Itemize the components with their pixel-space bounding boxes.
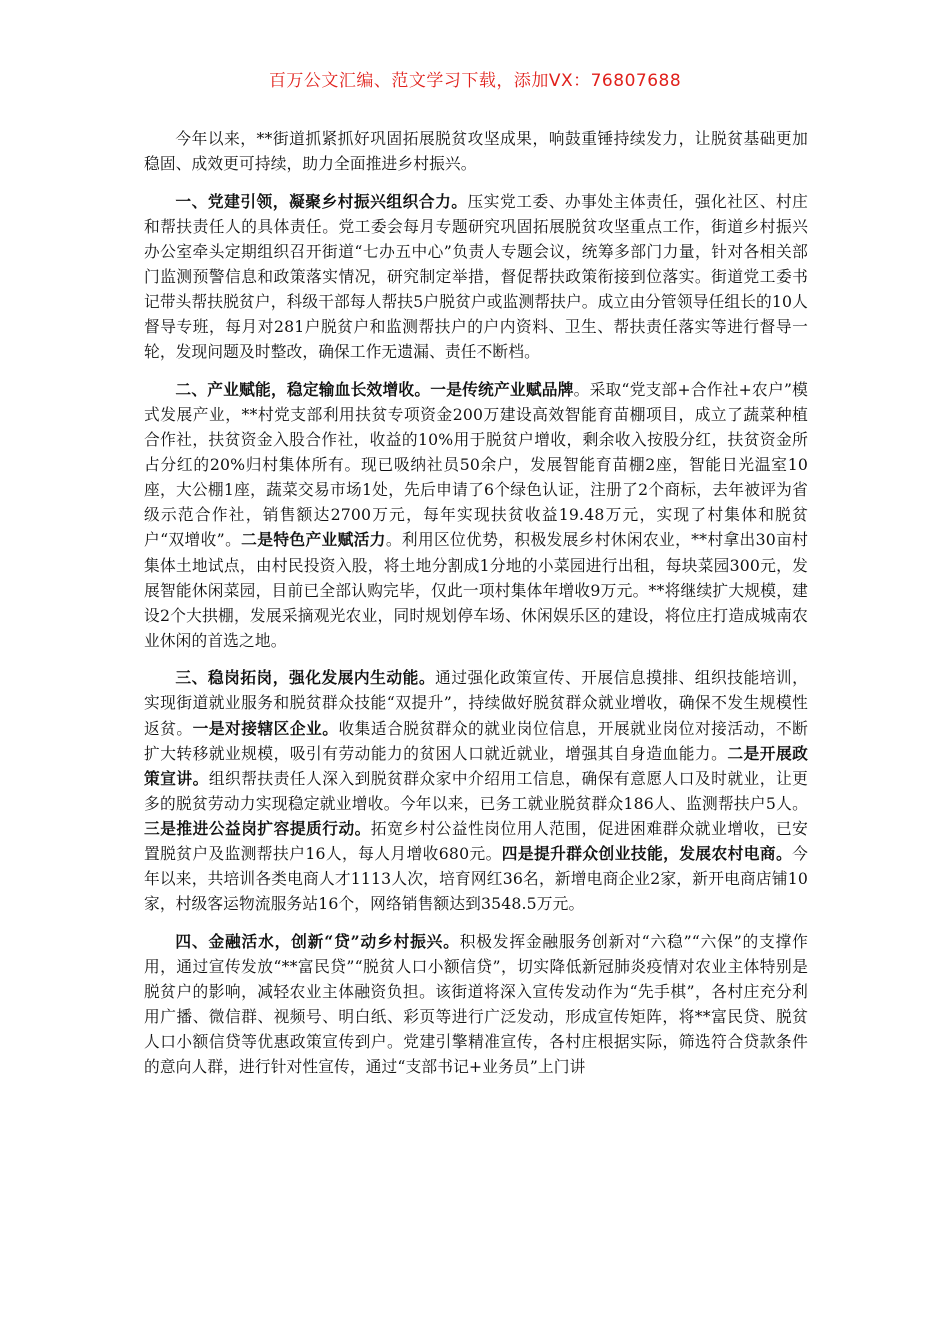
section-3-sub3-body: 拓宽乡村公益性岗位用人范围，促进困难群众就业增收，已安置脱贫户及监测帮扶户16人，每人月增收680元。 [144, 818, 808, 864]
section-3-sub4-body: 今年以来，共培训各类电商人才1113人次，培育网红36名，新增电商企业2家，新开电商店铺10家，村级客运物流服务站16个，网络销售额达到3548.5万元。 [144, 844, 808, 914]
section-2-heading: 二、产业赋能，稳定输血长效增收。 [175, 379, 431, 399]
section-4-body: 积极发挥金融服务创新对“六稳”“六保”的支撑作用，通过宣传发放“**富民贷”“脱贫人口小额信贷”，切实降低新冠肺炎疫情对农业主体特别是脱贫户的影响，减轻农业主体融资负担。该街道将深入宣传发动作为“先手棋”，各村庄充分利用广播、微信群、视频号、明白纸、彩页等进行广泛发动，形成宣传矩阵，将**富民贷、脱贫人口小额信贷等优惠政策宣传到户。党建引擎精准宣传，各村庄根据实际，筛选符合贷款条件的意向人群，进行针对性宣传，通过“支部书记+业务员”上门讲 [144, 931, 809, 1077]
page-header-watermark: 百万公文汇编、范文学习下载，添加VX：76807688 [268, 71, 682, 91]
section-2-paragraph [144, 377, 808, 653]
intro-text: 今年以来，**街道抓紧抓好巩固拓展脱贫攻坚成果，响鼓重锤持续发力，让脱贫基础更加稳固、成效更可持续，助力全面推进乡村振兴。 [144, 129, 808, 174]
section-3-sub4-title: 四是提升群众创业技能，发展农村电商。 [501, 844, 793, 864]
section-3-sub3-title: 三是推进公益岗扩容提质行动。 [144, 818, 371, 838]
section-2-sub2-body: 。利用区位优势，积极发展乡村休闲农业，**村拿出30亩村集体土地试点，由村民投资入股，将土地分割成1分地的小菜园进行出租，每块菜园300元，发展智能休闲菜园，目前已全部认购完毕，仅此一项村集体年增收9万元。**将继续扩大规模，建设2个大拱棚，发展采摘观光农业，同时规划停车场、休闲娱乐区的建设，将位庄打造成城南农业休闲的首选之地。 [144, 530, 808, 650]
section-2-sub2-title: 二是特色产业赋活力 [241, 530, 386, 550]
document-body [144, 126, 808, 1092]
section-3-intro: 通过强化政策宣传、开展信息摸排、组织技能培训，实现街道就业服务和脱贫群众技能“双提升”，持续做好脱贫群众就业增收，确保不发生规模性返贫。 [144, 668, 809, 738]
section-1-heading: 一、党建引领，凝聚乡村振兴组织合力。 [175, 191, 468, 211]
section-1-paragraph [144, 189, 808, 365]
section-1-body: 压实党工委、办事处主体责任，强化社区、村庄和帮扶责任人的具体责任。党工委会每月专题研究巩固拓展脱贫攻坚重点工作，街道乡村振兴办公室牵头定期组织召开街道“七办五中心”负责人专题会议，统筹多部门力量，针对各相关部门监测预警信息和政策落实情况，研究制定举措，督促帮扶政策衔接到位落实。街道党工委书记带头帮扶脱贫户，科级干部每人帮扶5户脱贫户或监测帮扶户。成立由分管领导任组长的10人督导专班，每月对281户脱贫户和监测帮扶户的户内资料、卫生、帮扶责任落实等进行督导一轮，发现问题及时整改，确保工作无遗漏、责任不断档。 [144, 191, 808, 362]
section-4-paragraph [144, 929, 808, 1080]
section-2-sub1-body: 。采取“党支部+合作社+农户”模式发展产业，**村党支部利用扶贫专项资金200万建设高效智能育苗棚项目，成立了蔬菜种植合作社，扶贫资金入股合作社，收益的10%用于脱贫户增收，剩余收入按股分红，扶贫资金所占分红的20%归村集体所有。现已吸纳社员50余户，发展智能育苗棚2座，智能日光温室10座，大公棚1座，蔬菜交易市场1处，先后申请了6个绿色认证，注册了2个商标，去年被评为省级示范合作社，销售额达2700万元，每年实现扶贫收益19.48万元，实现了村集体和脱贫户“双增收”。 [144, 379, 808, 550]
section-3-heading: 三、稳岗拓岗，强化发展内生动能。 [175, 668, 436, 688]
section-2-sub1-title: 一是传统产业赋品牌 [430, 379, 574, 399]
section-4-heading: 四、金融活水，创新“贷”动乡村振兴。 [175, 931, 460, 951]
section-3-paragraph [144, 665, 808, 916]
section-3-sub2-title: 二是开展政策宣讲。 [144, 743, 808, 788]
section-3-sub1-body: 收集适合脱贫群众的就业岗位信息，开展就业岗位对接活动，不断扩大转移就业规模，吸引有劳动能力的贫困人口就近就业，增强其自身造血能力。 [144, 718, 809, 763]
intro-paragraph [144, 126, 808, 176]
section-3-sub2-body: 组织帮扶责任人深入到脱贫群众家中介绍用工信息，确保有意愿人口及时就业，让更多的脱贫劳动力实现稳定就业增收。今年以来，已务工就业脱贫群众186人、监测帮扶户5人。 [144, 768, 808, 813]
section-3-sub1-title: 一是对接辖区企业。 [192, 718, 339, 738]
